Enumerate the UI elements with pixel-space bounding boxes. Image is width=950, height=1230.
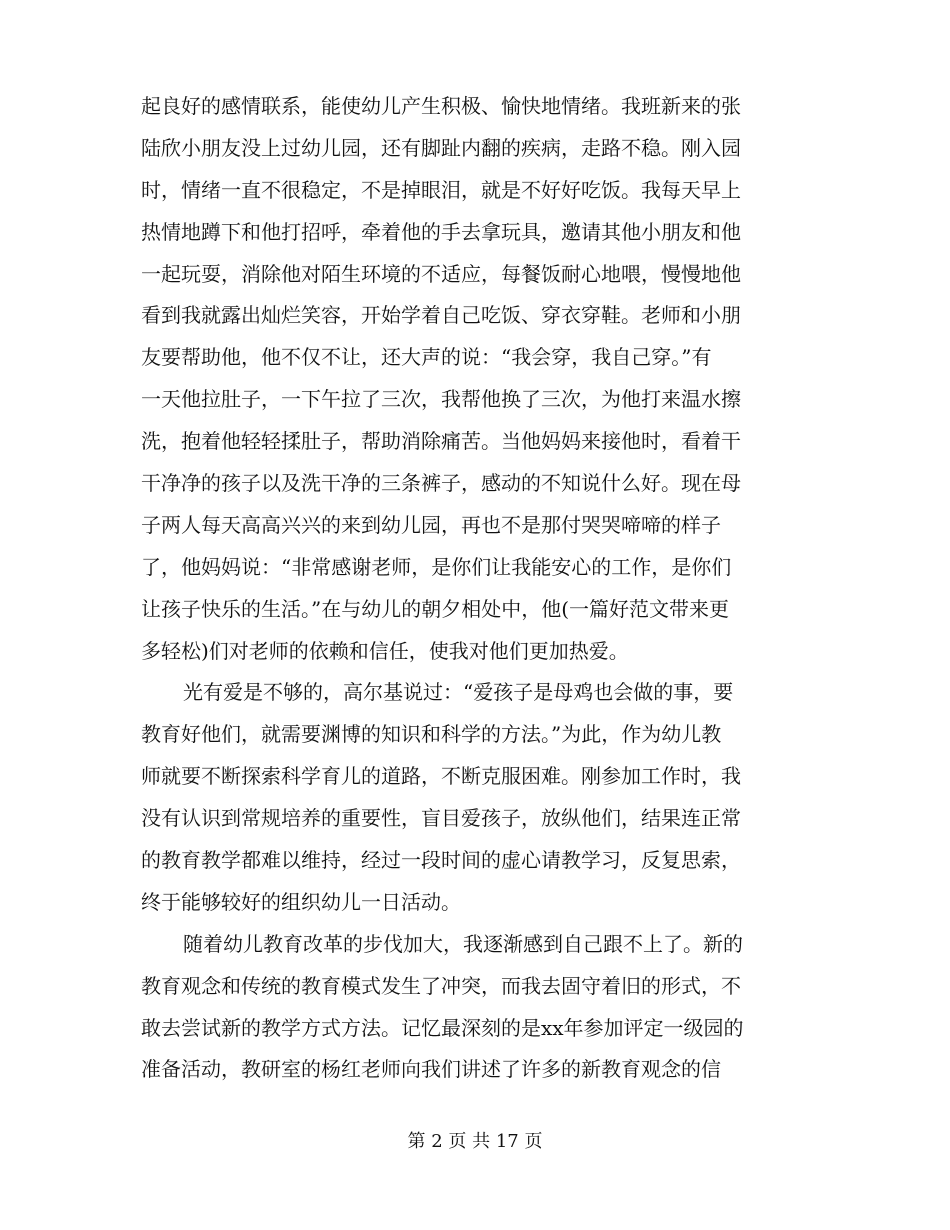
text-line: 多轻松)们对老师的依赖和信任，使我对他们更加热爱。 <box>141 638 629 663</box>
text-line: 热情地蹲下和他打招呼，牵着他的手去拿玩具，邀请其他小朋友和他 <box>141 219 741 244</box>
paragraph <box>141 924 813 1092</box>
text-line: 看到我就露出灿烂笑容，开始学着自己吃饭、穿衣穿鞋。老师和小朋 <box>141 303 741 328</box>
text-line: 时，情绪一直不很稳定，不是掉眼泪，就是不好好吃饭。我每天早上 <box>141 177 741 202</box>
text-line: 子两人每天高高兴兴的来到幼儿园，再也不是那付哭哭啼啼的样子 <box>141 512 721 537</box>
text-line: 随着幼儿教育改革的步伐加大，我逐渐感到自己跟不上了。新的 <box>183 931 743 956</box>
body-text <box>141 86 813 1091</box>
text-line: 起良好的感情联系，能使幼儿产生积极、愉快地情绪。我班新来的张 <box>141 94 741 118</box>
text-line: 一起玩耍，消除他对陌生环境的不适应，每餐饭耐心地喂，慢慢地他 <box>141 261 741 286</box>
text-line: 准备活动，教研室的杨红老师向我们讲述了许多的新教育观念的信 <box>141 1057 721 1082</box>
text-line: 友要帮助他，他不仅不让，还大声的说：“我会穿，我自己穿。”有 <box>141 345 712 370</box>
text-line: 洗，抱着他轻轻揉肚子，帮助消除痛苦。当他妈妈来接他时，看着干 <box>141 429 741 454</box>
text-line: 师就要不断探索科学育儿的道路，不断克服困难。刚参加工作时，我 <box>141 764 741 789</box>
text-line: 了，他妈妈说：“非常感谢老师，是你们让我能安心的工作，是你们 <box>141 554 732 579</box>
paragraph <box>141 86 813 672</box>
text-line: 没有认识到常规培养的重要性，盲目爱孩子，放纵他们，结果连正常 <box>141 806 741 831</box>
text-line: 教育观念和传统的教育模式发生了冲突，而我去固守着旧的形式，不 <box>141 973 741 998</box>
text-line: 干净净的孩子以及洗干净的三条裤子，感动的不知说什么好。现在母 <box>141 471 741 496</box>
text-line: 终于能够较好的组织幼儿一日活动。 <box>141 889 461 914</box>
text-line: 教育好他们，就需要渊博的知识和科学的方法。”为此，作为幼儿教 <box>141 722 722 747</box>
text-line: 陆欣小朋友没上过幼儿园，还有脚趾内翻的疾病，走路不稳。刚入园 <box>141 135 741 160</box>
text-line: 光有爱是不够的，高尔基说过：“爱孩子是母鸡也会做的事，要 <box>183 680 734 705</box>
text-line: 敢去尝试新的教学方式方法。记忆最深刻的是xx年参加评定一级园的 <box>141 1015 744 1040</box>
page-footer: 第 2 页 共 17 页 <box>407 1131 543 1152</box>
text-line: 一天他拉肚子，一下午拉了三次，我帮他换了三次，为他打来温水擦 <box>141 387 741 412</box>
paragraph <box>141 672 813 923</box>
text-line: 的教育教学都难以维持，经过一段时间的虚心请教学习，反复思索， <box>141 848 741 873</box>
text-line: 让孩子快乐的生活。”在与幼儿的朝夕相处中，他(一篇好范文带来更 <box>141 596 730 621</box>
